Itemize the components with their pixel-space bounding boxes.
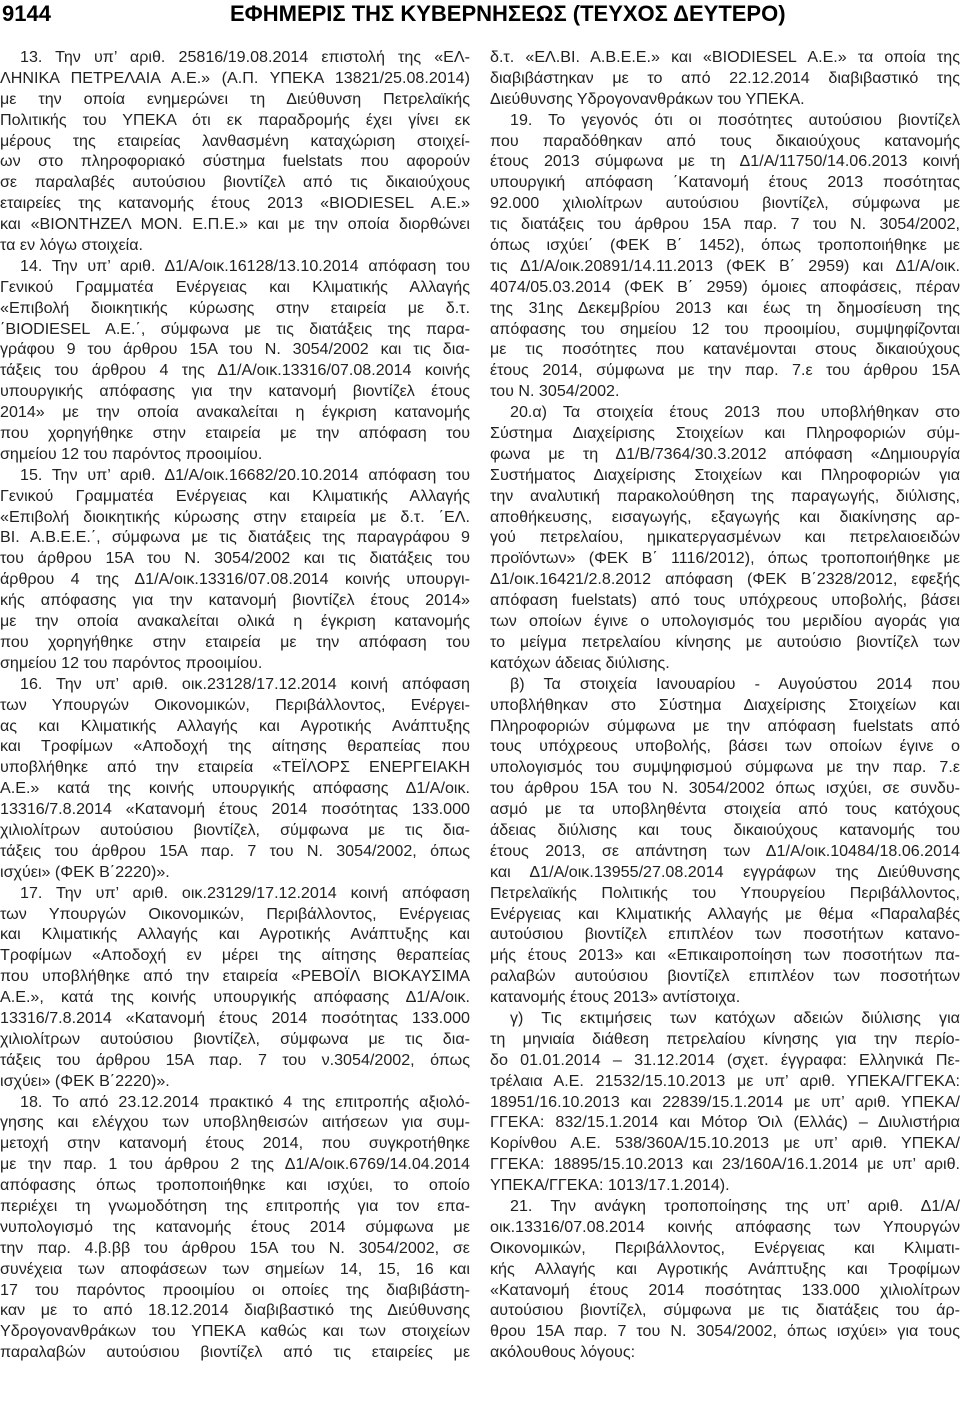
text-line: με την οποία ανακαλείται ολικά η έγκριση κατανομής (0, 612, 470, 631)
text-line: κατόχων άδειας διύλισης. (490, 653, 670, 672)
text-line: Υδρογονανθράκων του ΥΠΕΚΑ καθώς και των στοιχείων (0, 1322, 470, 1341)
text-line: που υποβλήθηκε από την εταιρεία «ΡΕΒΟΪΛ ΒΙΟΚΑΥΣΙΜΑ (0, 967, 470, 986)
text-line: β) Τα στοιχεία Ιανουαρίου - Αυγούστου 2014 που (510, 674, 960, 693)
text-line: παραλαβών αυτούσιου βιοντίζελ από τις εταιρείες με (0, 1343, 470, 1362)
text-line: Δ1/οικ.16421/2.8.2012 απόφαση (ΦΕΚ Β΄2328/2012, εφεξής (490, 570, 960, 589)
text-line: της 31ης Δεκεμβρίου 2013 και έως τη δημοσίευση της (490, 298, 960, 317)
text-line: Διεύθυνσης Υδρογονανθράκων του ΥΠΕΚΑ. (490, 89, 805, 108)
text-line: άδειας διύλισης και τους δικαιούχους κατανομής του (490, 820, 960, 839)
text-line: 14. Την υπ’ αριθ. Δ1/Α/οικ.16128/13.10.2014 απόφαση του (20, 256, 470, 275)
text-line: 17 του παρόντος προοιμίου οι οποίες της διαβιβάστη- (0, 1280, 470, 1299)
text-line: ασμό με τα υποβληθέντα στοιχεία από τους κατόχους (490, 800, 960, 819)
text-line: Γενικού Γραμματέα Ενέργειας και Κλιματικής Αλλαγής (0, 486, 470, 505)
text-line: ΒΙ. Α.Β.Ε.Ε.΄, σύμφωνα με τις διατάξεις της παραγράφου 9 (0, 528, 470, 547)
text-line: τάξεις του άρθρου 15Α παρ. 7 του ν.3054/2002, όπως (0, 1050, 470, 1069)
text-line: μετοχή στην κατανομή έτους 2014, που συγκροτήθηκε (0, 1134, 470, 1153)
text-line: οικ.13316/07.08.2014 κοινής απόφασης των Υπουργών (490, 1217, 960, 1236)
text-line: μέρους της εταιρείας λανθασμένη καταχώριση στοιχεί- (0, 131, 470, 150)
text-line: αυτούσιου βιοντίζελ, σύμφωνα με τις διατάξεις του άρ- (490, 1301, 960, 1320)
text-line: των οποίων έγινε ο υπολογισμός του μεριδίου αγοράς για (490, 612, 960, 631)
text-line: αποθήκευσης, εισαγωγής, εξαγωγής και διακίνησης αρ- (490, 507, 960, 526)
text-line: ραλαβών αυτούσιου βιοντίζελ επιπλέον των ποσοτήτων (490, 967, 960, 986)
right-column (490, 47, 960, 1363)
text-line: ΓΓΕΚΑ: 832/15.1.2014 και Μότορ Όιλ (Ελλάς) – Διυλιστήρια (490, 1113, 960, 1132)
text-line: 18. Το από 23.12.2014 πρακτικό 4 της επιτροπής αξιολό- (20, 1092, 470, 1111)
text-line: το μείγμα πετρελαίου κίνησης με αυτούσιο βιοντίζελ των (490, 632, 960, 651)
text-line: που χορηγήθηκε στην εταιρεία με την απόφαση του (0, 424, 470, 443)
text-line: ισχύει» (ΦΕΚ Β΄2220)». (0, 1071, 170, 1090)
text-line: άρθρου 4 της Δ1/Α/οικ.13316/07.08.2014 κοινής υπουργι- (0, 570, 470, 589)
text-line: 15. Την υπ’ αριθ. Δ1/Α/οικ.16682/20.10.2014 απόφαση του (20, 465, 470, 484)
text-line: σημείου 12 του παρόντος προοιμίου. (0, 653, 263, 672)
text-line: δ.τ. «ΕΛ.ΒΙ. Α.Β.Ε.Ε.» και «BIODIESEL Α.Ε.» τα οποία της (490, 48, 960, 66)
text-line: χιλιολίτρων αυτούσιου βιοντίζελ, σύμφωνα με τις δια- (0, 1029, 470, 1048)
text-line: ακόλουθους λόγους: (490, 1343, 636, 1362)
text-line: μής έτους 2013» και «Επικαιροποίηση των ποσοτήτων πα- (490, 946, 960, 965)
text-line: υποβλήθηκε από την εταιρεία «ΤΕΪΛΟΡΣ ΕΝΕΡΓΕΙΑΚΗ (0, 758, 470, 777)
text-line: την παρ. 4.β.ββ του άρθρου 15Α του Ν. 3054/2002, σε (0, 1238, 470, 1257)
text-line: τη μηνιαία διάθεση πετρελαίου κίνησης για την περίο- (490, 1029, 960, 1048)
text-line: περιέχει τη γνωμοδότηση της επιτροπής για τον επα- (0, 1196, 470, 1215)
text-line: έτους 2013, σε απάντηση των Δ1/Α/οικ.10484/18.06.2014 (490, 841, 960, 860)
text-line: και Κλιματικής Αλλαγής και Αγροτικής Ανάπτυξης και (0, 925, 470, 944)
text-line: τάξεις του άρθρου 4 της Δ1/Α/οικ.13316/07.08.2014 κοινής (0, 361, 470, 380)
text-line: 92.000 χιλιολίτρων αυτούσιου βιοντίζελ, σύμφωνα με (490, 194, 960, 213)
text-line: υπουργικής απόφασης για την κατανομή βιοντίζελ έτους (0, 382, 470, 401)
text-line: φωνα με τη Δ1/Β/7364/30.3.2012 απόφαση «Δημιουργία (490, 444, 960, 463)
text-line: σημείου 12 του παρόντος προοιμίου. (0, 444, 263, 463)
text-line: των Υπουργών Οικονομικών, Περιβάλλοντος, Ενέργειας (0, 904, 470, 923)
text-line: υπολογισμός του συμψηφισμού σύμφωνα με την παρ. 7.ε (490, 758, 960, 777)
text-line: γού πετρελαίου, ημικατεργασμένων και πετρελαιοειδών (490, 528, 960, 547)
page-number: 9144 (2, 1, 51, 26)
text-line: σε παραλαβές αυτούσιου βιοντίζελ από τις δικαιούχους (0, 173, 470, 192)
text-line: 16. Την υπ’ αριθ. οικ.23128/17.12.2014 κοινή απόφαση (20, 674, 470, 693)
text-line: κής απόφασης για την κατανομή βιοντίζελ έτους 2014» (0, 591, 470, 610)
text-line: τις Δ1/Α/οικ.20891/14.11.2013 (ΦΕΚ Β΄ 2959) και Δ1/Α/οικ. (490, 256, 960, 275)
text-line: που χορηγήθηκε στην εταιρεία με την απόφαση του (0, 632, 470, 651)
text-line: χιλιολίτρων αυτούσιου βιοντίζελ, σύμφωνα με τις δια- (0, 820, 470, 839)
text-line: ων στο πληροφοριακό σύστημα fuelstats που αφορούν (0, 152, 470, 171)
text-line: 13316/7.8.2014 «Κατανομή έτους 2014 ποσότητας 133.000 (0, 1008, 470, 1027)
text-line: τρέλαια Α.Ε. 21532/15.10.2013 με υπ’ αριθ. ΥΠΕΚΑ/ΓΓΕΚΑ: (490, 1071, 960, 1090)
text-line: όπως ισχύει΄ (ΦΕΚ Β΄ 1452), όπως τροποποιήθηκε με (490, 236, 960, 255)
text-line: Ενέργειας και Κλιματικής Αλλαγής με θέμα «Παραλαβές (490, 904, 960, 923)
text-line: ΓΓΕΚΑ: 18895/15.10.2013 και 23/160Α/16.1.2014 με υπ’ αριθ. (490, 1155, 960, 1174)
text-line: Τροφίμων «Αποδοχή εν μέρει της αίτησης θεραπείας (0, 946, 470, 965)
text-line: Σύστημα Διαχείρισης Στοιχείων και Πληροφοριών σύμ- (490, 424, 960, 443)
text-line: που παραδόθηκαν από τους δικαιούχους κατανομής (490, 131, 960, 150)
text-line: κής Αλλαγής και Αγροτικής Ανάπτυξης και Τροφίμων (490, 1259, 960, 1278)
page-header (0, 0, 960, 40)
text-line: Πολιτικής του ΥΠΕΚΑ ότι εκ παραδρομής έχει γίνει εκ (0, 110, 470, 129)
text-line: έτους 2014, σύμφωνα με την παρ. 7.ε του άρθρου 15Α (490, 361, 960, 380)
text-line: ΥΠΕΚΑ/ΓΓΕΚΑ: 1013/17.1.2014). (490, 1176, 730, 1195)
text-line: 20.α) Τα στοιχεία έτους 2013 που υποβλήθηκαν στο (510, 403, 960, 422)
text-line: γ) Τις εκτιμήσεις των κατόχων αδειών διύλισης για (510, 1008, 960, 1027)
text-line: «Επιβολή διοικητικής κύρωσης στην εταιρεία με δ.τ. ΄ΕΛ. (0, 507, 470, 526)
text-line: απόφαση fuelstats) από τους υπόχρεους υποβολής, βάσει (490, 591, 960, 610)
text-line: αυτούσιου βιοντίζελ επιπλέον των ποσοτήτων κατανο- (490, 925, 960, 944)
text-line: των Υπουργών Οικονομικών, Περιβάλλοντος, Ενέργει- (0, 695, 470, 714)
text-line: καν με το από 18.12.2014 διαβιβαστικό της Διεύθυνσης (0, 1301, 470, 1320)
text-line: Συστήματος Διαχείρισης Στοιχείων και Πληροφοριών για (490, 465, 960, 484)
text-line: υποβλήθηκαν στο Σύστημα Διαχείρισης Στοιχείων και (490, 695, 960, 714)
text-line: 18951/16.10.2013 και 22839/15.1.2014 με υπ’ αριθ. ΥΠΕΚΑ/ (490, 1092, 960, 1111)
text-line: ΛΗΝΙΚΑ ΠΕΤΡΕΛΑΙΑ Α.Ε.» (Α.Π. ΥΠΕΚΑ 13821/25.08.2014) (0, 68, 470, 87)
text-line: τα εν λόγω στοιχεία. (0, 236, 143, 255)
text-line: δο 01.01.2014 – 31.12.2014 (σχετ. έγγραφα: Ελληνικά Πε- (490, 1050, 960, 1069)
text-line: κατανομής έτους 2013» αντίστοιχα. (490, 988, 741, 1007)
text-line: «Επιβολή διοικητικής κύρωσης στην εταιρεία με δ.τ. (0, 298, 470, 317)
text-line: με την παρ. 1 του άρθρου 2 της Δ1/Α/οικ.6769/14.04.2014 (0, 1155, 470, 1174)
text-line: 2014» με την οποία ανακαλείται η έγκριση κατανομής (0, 403, 470, 422)
text-line: του Ν. 3054/2002. (490, 382, 620, 401)
text-line: γράφου 9 του άρθρου 15Α του Ν. 3054/2002 και τις δια- (0, 340, 470, 359)
text-line: Πετρελαϊκής Πολιτικής του Υπουργείου Περιβάλλοντος, (490, 883, 960, 902)
text-line: 13316/7.8.2014 «Κατανομή έτους 2014 ποσότητας 133.000 (0, 800, 470, 819)
left-column (0, 47, 470, 1363)
text-line: θρου 15Α παρ. 7 του Ν. 3054/2002, όπως ισχύει» για τους (490, 1322, 960, 1341)
text-line: απόφασης του σημείου 12 του προοιμίου, συμψηφίζονται (490, 319, 960, 338)
text-line: και Τροφίμων «Αποδοχή της αίτησης θεραπείας που (0, 737, 470, 756)
text-line: και Δ1/Α/οικ.13955/27.08.2014 εγγράφων της Διεύθυνσης (490, 862, 960, 881)
text-line: προϊόντων» (ΦΕΚ Β΄ 1116/2012), όπως τροποποιήθηκε με (490, 549, 960, 568)
text-line: 21. Την ανάγκη τροποποίησης της υπ’ αριθ. Δ1/Α/ (510, 1196, 960, 1215)
text-line: ισχύει» (ΦΕΚ Β΄2220)». (0, 862, 170, 881)
journal-title: ΕΦΗΜΕΡΙΣ ΤΗΣ ΚΥΒΕΡΝΗΣΕΩΣ (ΤΕΥΧΟΣ ΔΕΥΤΕΡΟ) (230, 1, 786, 26)
text-line: 13. Την υπ’ αριθ. 25816/19.08.2014 επιστολή της «ΕΛ- (20, 48, 470, 66)
text-line: ΄BIODIESEL Α.Ε.΄, σύμφωνα με τις διατάξεις της παρα- (0, 319, 470, 338)
text-line: τις διατάξεις του άρθρου 15Α παρ. 7 του Ν. 3054/2002, (490, 215, 960, 234)
text-line: υπουργική απόφαση ΄Κατανομή έτους 2013 ποσότητας (490, 173, 960, 192)
text-line: γησης και ελέγχου των υποβληθεισών αιτήσεων για συμ- (0, 1113, 470, 1132)
text-line: 19. Το γεγονός ότι οι ποσότητες αυτούσιου βιοντίζελ (510, 110, 960, 129)
text-line: και «ΒΙΟΝΤΗΖΕΛ ΜΟΝ. Ε.Π.Ε.» και με την οποία διορθώνει (0, 215, 470, 234)
text-line: Α.Ε.», κατά της κοινής υπουργικής απόφασης Δ1/Α/οικ. (0, 988, 470, 1007)
text-line: με τις ποσότητες που κατανέμονται στους δικαιούχους (490, 340, 960, 359)
text-line: νυπολογισμό της κατανομής έτους 2014 σύμφωνα με (0, 1217, 470, 1236)
text-line: έτους 2013 σύμφωνα με τη Δ1/Α/11750/14.06.2013 κοινή (490, 152, 960, 171)
text-line: 4074/05.03.2014 (ΦΕΚ Β΄ 2959) όμοιες αποφάσεις, πέραν (490, 277, 960, 296)
text-line: τους υπόχρεους υποβολής, βάσει των οποίων έγινε ο (490, 737, 960, 756)
text-line: «Κατανομή έτους 2014 ποσότητας 133.000 χιλιολίτρων (490, 1280, 960, 1299)
text-line: την αναλυτική παρακολούθηση της παραγωγής, διύλισης, (490, 486, 960, 505)
text-line: 17. Την υπ’ αριθ. οικ.23129/17.12.2014 κοινή απόφαση (20, 883, 470, 902)
text-line: διαβιβάστηκαν με το από 22.12.2014 διαβιβαστικό της (490, 68, 960, 87)
text-line: τάξεις του άρθρου 15Α παρ. 7 του Ν. 3054/2002, όπως (0, 841, 470, 860)
text-line: του άρθρου 15Α του Ν. 3054/2002 όπως ισχύει, σε συνδυ- (490, 779, 960, 798)
text-line: του άρθρου 15Α του Ν. 3054/2002 και τις διατάξεις του (0, 549, 470, 568)
text-line: Πληροφοριών σύμφωνα με την απόφαση fuelstats από (490, 716, 960, 735)
text-line: Κορίνθου Α.Ε. 538/360Α/15.10.2013 με υπ’ αριθ. ΥΠΕΚΑ/ (490, 1134, 960, 1153)
text-line: απόφασης όπως τροποποιήθηκε και ισχύει, το οποίο (0, 1176, 470, 1195)
text-line: συνέχεια των αποφάσεων των σημείων 14, 15, 16 και (0, 1259, 470, 1278)
text-line: με την οποία ενημερώνει τη Διεύθυνση Πετρελαϊκής (0, 89, 470, 108)
text-line: ας και Κλιματικής Αλλαγής και Αγροτικής Ανάπτυξης (0, 716, 470, 735)
text-line: εταιρείες της κατανομής έτους 2013 «BIODIESEL Α.Ε.» (0, 194, 470, 213)
text-line: Γενικού Γραμματέα Ενέργειας και Κλιματικής Αλλαγής (0, 277, 470, 296)
text-line: Οικονομικών, Περιβάλλοντος, Ενέργειας και Κλιματι- (490, 1238, 960, 1257)
text-line: Α.Ε.» κατά της κοινής υπουργικής απόφασης Δ1/Α/οικ. (0, 779, 470, 798)
